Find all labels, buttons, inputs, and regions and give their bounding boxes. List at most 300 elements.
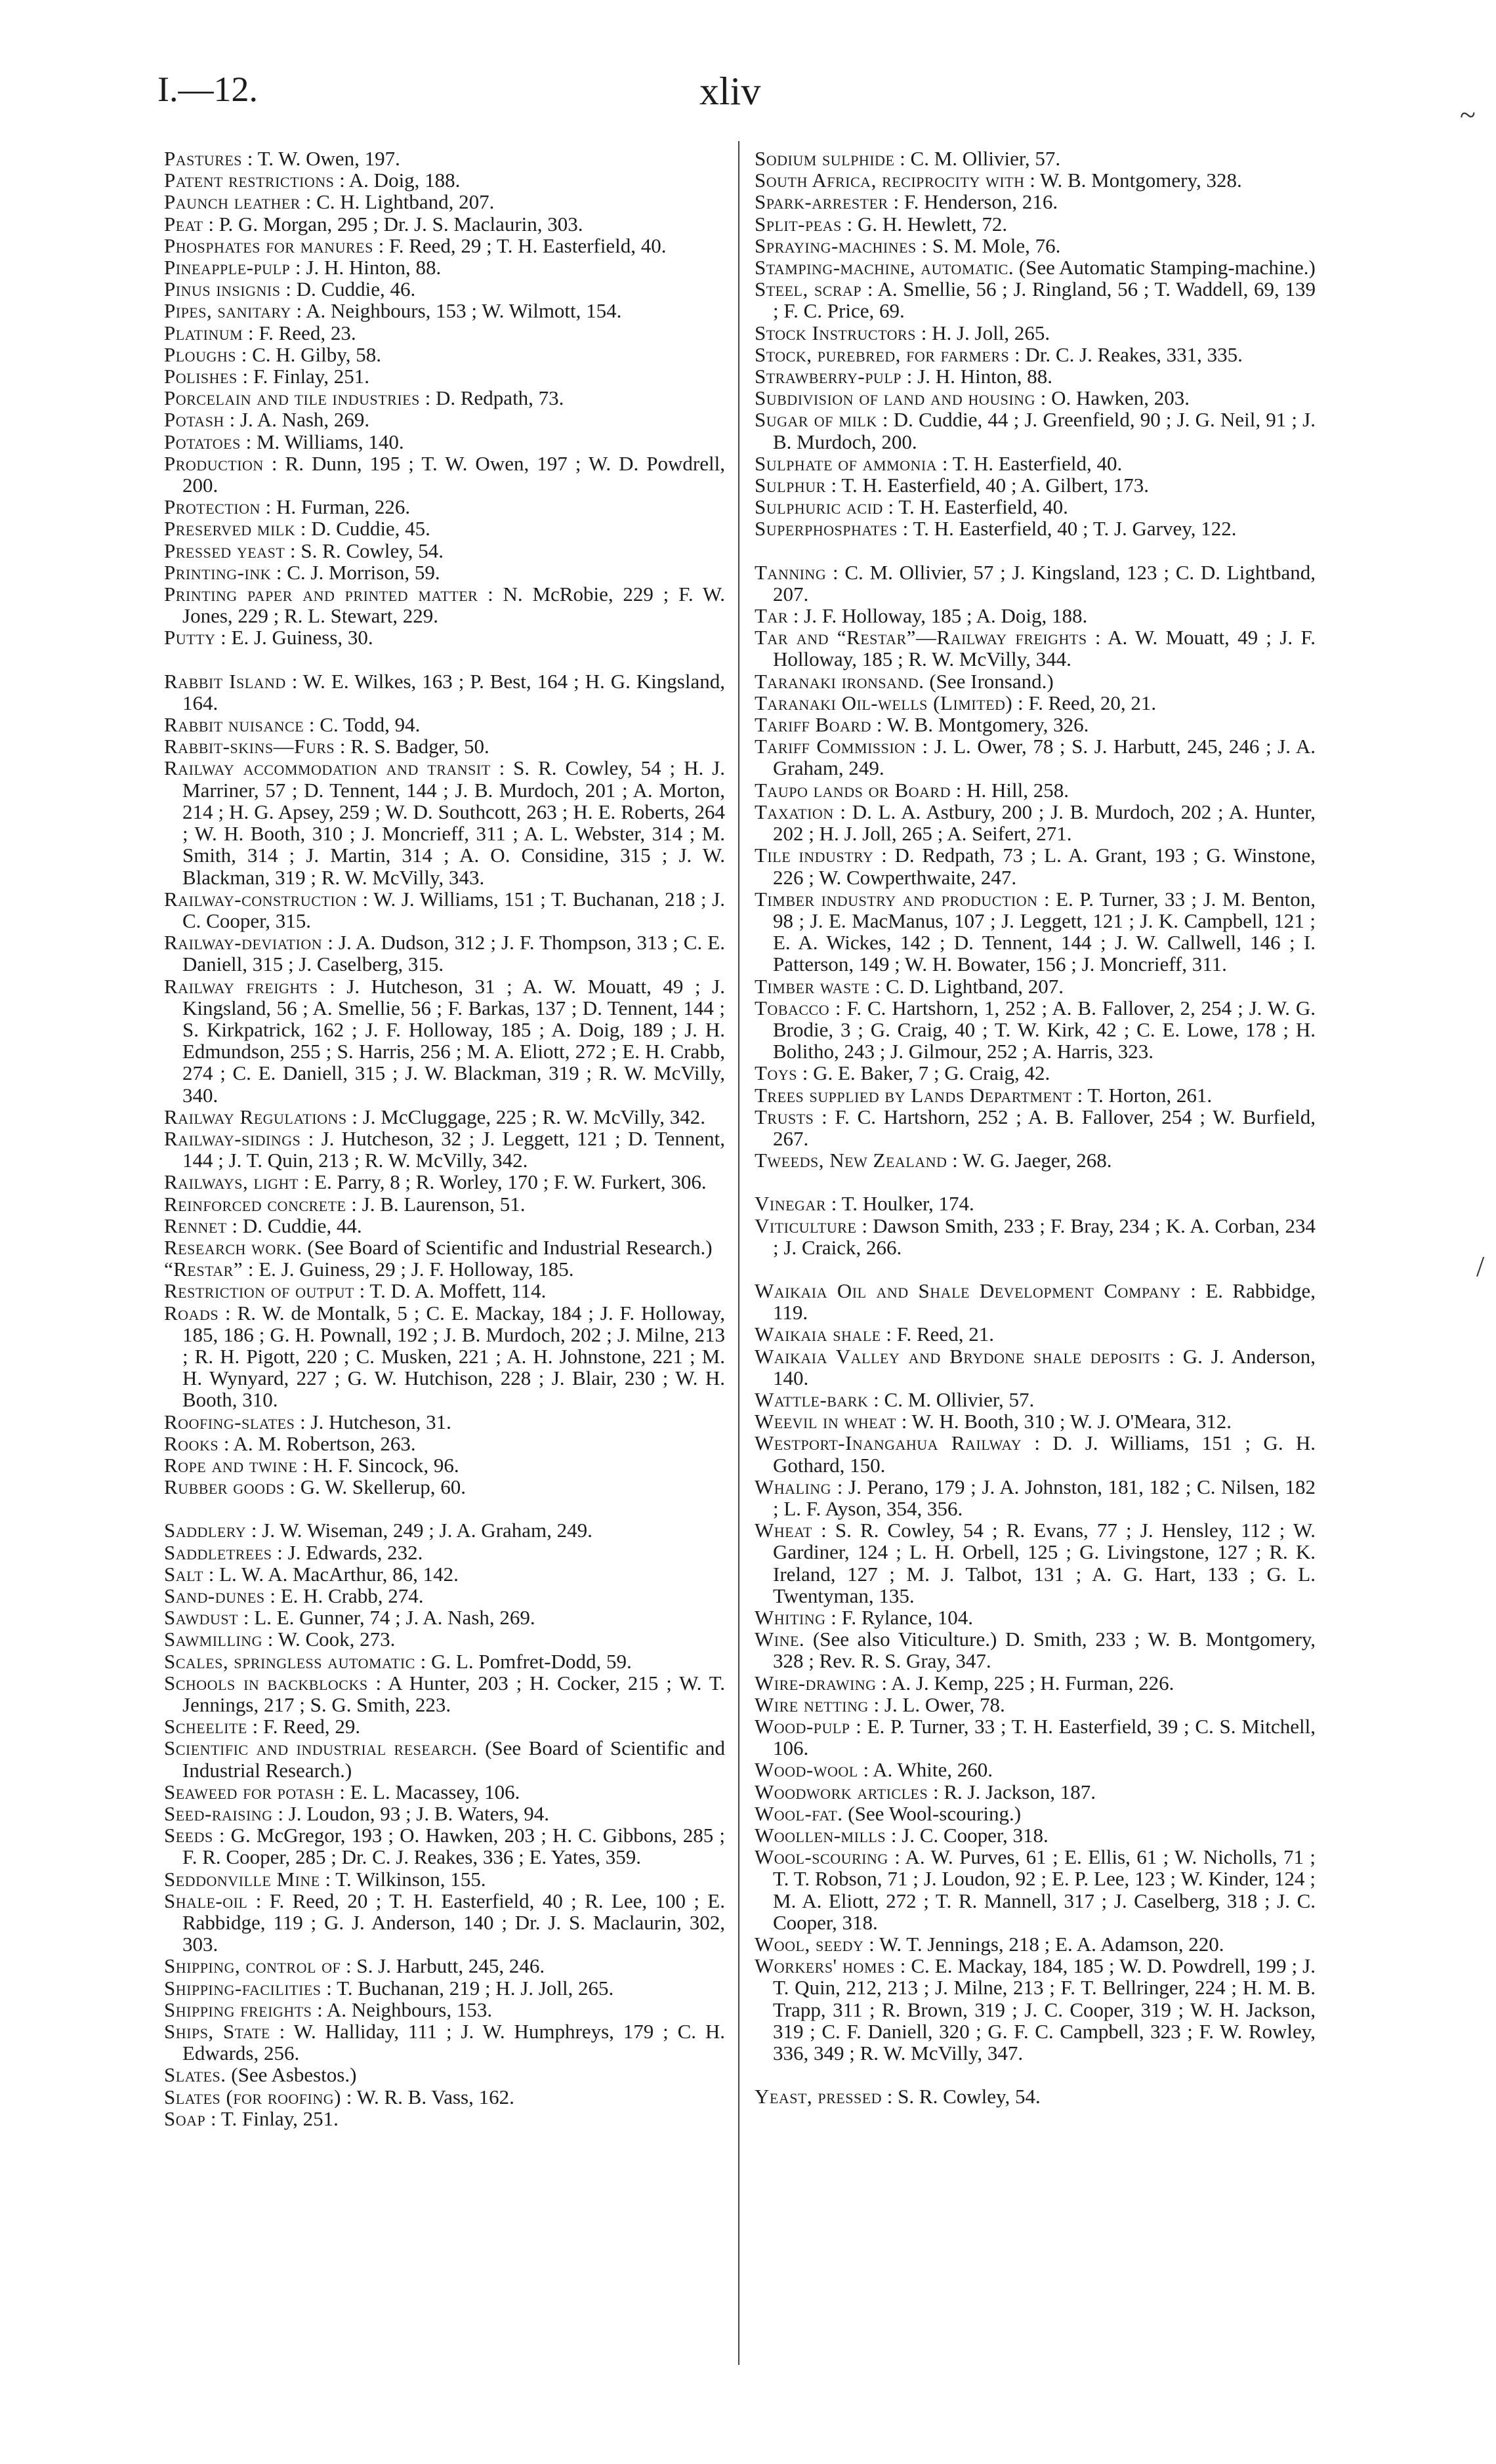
index-entry: Westport-Inangahua Railway : D. J. Williams, 151 ; G. H. Gothard, 150. — [755, 1431, 1316, 1477]
index-references: H. F. Sincock, 96. — [313, 1453, 459, 1477]
index-references: W. B. Montgomery, 328. — [1040, 169, 1242, 192]
index-references: E. J. Guiness, 30. — [231, 626, 373, 649]
index-references: M. Williams, 140. — [256, 430, 404, 453]
index-references: T. D. A. Moffett, 114. — [369, 1279, 547, 1303]
index-term: Printing-ink — [164, 560, 272, 584]
section-gap — [755, 2064, 1316, 2085]
index-entry: Railway-deviation : J. A. Dudson, 312 ; J. F. Thompson, 313 ; C. E. Daniell, 315 ; J. Caselberg, 315. — [164, 931, 725, 976]
index-term: Stock Instructors — [755, 321, 916, 344]
index-term: Taxation — [755, 800, 834, 823]
index-term: Saddlery — [164, 1519, 247, 1542]
index-references: T. Buchanan, 219 ; H. J. Joll, 265. — [337, 1976, 614, 2000]
index-references: W. G. Jaeger, 268. — [962, 1149, 1112, 1172]
index-references: (See Automatic Stamping-machine.) — [1018, 256, 1316, 279]
index-term: Sulphuric acid — [755, 495, 883, 519]
index-term: Rabbit nuisance — [164, 713, 304, 737]
index-references: Dr. C. J. Reakes, 331, 335. — [1025, 342, 1243, 366]
index-term: Seddonville Mine — [164, 1867, 320, 1891]
index-entry: Wool, seedy : W. T. Jennings, 218 ; E. A. Adamson, 220. — [755, 1933, 1224, 1956]
index-references: (See Board of Scientific and Industrial Research.) — [182, 1736, 726, 1782]
index-term: Scales, springless automatic — [164, 1649, 415, 1673]
index-term: Rabbit-skins—Furs — [164, 735, 335, 758]
index-term: Seaweed for potash — [164, 1780, 335, 1803]
index-references: C. M. Ollivier, 57 ; J. Kingsland, 123 ; C. D. Lightband, 207. — [773, 560, 1316, 606]
index-term: Roofing-slates — [164, 1410, 295, 1433]
index-references: T. H. Easterfield, 40. — [952, 451, 1123, 475]
index-term: Protection — [164, 495, 260, 519]
index-term: Shipping, control of — [164, 1954, 341, 1978]
index-references: S. R. Cowley, 54 ; R. Evans, 77 ; J. Hensley, 112 ; W. Gardiner, 124 ; L. H. Orbell, 125 ; G. Livingstone, 127 ; R. K. Ireland, 127 ; M. J. Talbot, 131 ; A. G. Hart, 133 ; G. L. Twentyman, 135. — [773, 1519, 1316, 1607]
index-term: Shipping-facilities — [164, 1976, 322, 2000]
index-entry: Roofing-slates : J. Hutcheson, 31. — [164, 1410, 451, 1433]
index-entry: Tanning : C. M. Ollivier, 57 ; J. Kingsland, 123 ; C. D. Lightband, 207. — [755, 560, 1316, 606]
index-term: Slates. — [164, 2063, 226, 2087]
index-entry: Tweeds, New Zealand : W. G. Jaeger, 268. — [755, 1149, 1112, 1172]
index-entry: Production : R. Dunn, 195 ; T. W. Owen, 197 ; W. D. Powdrell, 200. — [164, 451, 725, 497]
index-term: Potatoes — [164, 430, 241, 453]
index-term: Westport-Inangahua Railway — [755, 1431, 1022, 1455]
section-gap — [164, 1498, 725, 1519]
index-entry: Rabbit-skins—Furs : R. S. Badger, 50. — [164, 735, 489, 758]
index-entry: Slates (for roofing) : W. R. B. Vass, 162. — [164, 2085, 514, 2108]
index-term: Sugar of milk — [755, 408, 877, 432]
index-references: W. H. Booth, 310 ; W. J. O'Meara, 312. — [911, 1410, 1232, 1433]
index-term: Saddletrees — [164, 1540, 272, 1564]
index-references: S. R. Cowley, 54. — [301, 539, 444, 562]
index-references: W. E. Wilkes, 163 ; P. Best, 164 ; H. G. Kingsland, 164. — [182, 669, 725, 714]
index-term: Whiting — [755, 1606, 826, 1629]
index-references: W. J. Williams, 151 ; T. Buchanan, 218 ; J. C. Cooper, 315. — [182, 887, 725, 932]
index-term: Putty — [164, 626, 216, 649]
index-references: R. W. de Montalk, 5 ; C. E. Mackay, 184 ; J. F. Holloway, 185, 186 ; G. H. Pownall, 192 ; J. B. Murdoch, 202 ; J. Milne, 213 ; R. H. Pigott, 220 ; C. Musken, 221 ; A. H. Johnstone, 221 ; M. H. Wynyard, 227 ; G. W. Hutchison, 228 ; J. Blair, 230 ; W. H. Booth, 310. — [182, 1301, 725, 1412]
index-term: Taranaki Oil-wells (Limited) — [755, 691, 1013, 714]
index-term: Sawdust — [164, 1606, 239, 1630]
index-term: Wool, seedy — [755, 1933, 864, 1956]
section-gap — [755, 1258, 1316, 1280]
index-entry: Pinus insignis : D. Cuddie, 46. — [164, 277, 416, 301]
index-entry: Shipping freights : A. Neighbours, 153. — [164, 1998, 493, 2021]
index-term: Potash — [164, 408, 224, 432]
index-term: Pressed yeast — [164, 539, 285, 562]
index-term: Toys — [755, 1061, 797, 1085]
index-term: Platinum — [164, 321, 243, 344]
index-references: W. Halliday, 111 ; J. W. Humphreys, 179 ; C. H. Edwards, 256. — [182, 2020, 726, 2065]
index-entry: Rubber goods : G. W. Skellerup, 60. — [164, 1475, 466, 1499]
index-term: Waikaia Valley and Brydone shale deposits — [755, 1344, 1161, 1368]
index-term: Taupo lands or Board — [755, 778, 951, 802]
index-entry: Pipes, sanitary : A. Neighbours, 153 ; W. Wilmott, 154. — [164, 299, 622, 323]
index-term: Timber industry and production — [755, 887, 1038, 911]
index-references: D. Redpath, 73. — [435, 386, 564, 410]
index-term: Wine. — [755, 1628, 805, 1651]
index-entry: Sodium sulphide : C. M. Ollivier, 57. — [755, 147, 1061, 170]
index-entry: Railways, light : E. Parry, 8 ; R. Worley, 170 ; F. W. Furkert, 306. — [164, 1170, 707, 1194]
index-term: Production — [164, 451, 264, 475]
index-term: Slates (for roofing) — [164, 2085, 341, 2108]
index-references: J. Hutcheson, 31 ; A. W. Mouatt, 49 ; J. Kingsland, 56 ; A. Smellie, 56 ; F. Barkas, 137 ; D. Tennent, 144 ; S. Kirkpatrick, 162 ; J. F. Holloway, 185 ; A. Doig, 189 ; J. H. Edmundson, 255 ; S. Harris, 256 ; M. A. Eliott, 272 ; E. H. Crabb, 274 ; C. E. Daniell, 315 ; J. W. Blackman, 319 ; R. W. McVilly, 340. — [182, 974, 725, 1107]
index-entry: Shale-oil : F. Reed, 20 ; T. H. Easterfield, 40 ; R. Lee, 100 ; E. Rabbidge, 119 ; G. J. Anderson, 140 ; Dr. J. S. Maclaurin, 302, 303. — [164, 1889, 725, 1956]
index-entry: Waikaia Oil and Shale Development Company : E. Rabbidge, 119. — [755, 1279, 1316, 1324]
index-entry: Seeds : G. McGregor, 193 ; O. Hawken, 203 ; H. C. Gibbons, 285 ; F. R. Cooper, 285 ; Dr. C. J. Reakes, 336 ; E. Yates, 359. — [164, 1824, 725, 1869]
index-entry: Stock Instructors : H. J. Joll, 265. — [755, 321, 1050, 344]
index-references: A. Doig, 188. — [348, 169, 461, 192]
index-references: J. L. Ower, 78. — [884, 1693, 1005, 1716]
index-references: D. Cuddie, 46. — [296, 277, 416, 301]
index-references: D. L. A. Astbury, 200 ; J. B. Murdoch, 202 ; A. Hunter, 202 ; H. J. Joll, 265 ; A. Seifert, 271. — [773, 800, 1316, 846]
index-references: R. J. Jackson, 187. — [944, 1780, 1096, 1803]
index-references: A Hunter, 203 ; H. Cocker, 215 ; W. T. Jennings, 217 ; S. G. Smith, 223. — [182, 1671, 726, 1717]
index-entry — [755, 257, 1316, 278]
index-references: F. Finlay, 251. — [253, 365, 370, 388]
index-entry: Wattle-bark : C. M. Ollivier, 57. — [755, 1387, 1035, 1411]
index-references: J. W. Wiseman, 249 ; J. A. Graham, 249. — [262, 1519, 592, 1542]
index-references: J. McCluggage, 225 ; R. W. McVilly, 342. — [362, 1105, 705, 1128]
index-references: T. Wilkinson, 155. — [335, 1867, 486, 1891]
index-term: Preserved milk — [164, 517, 296, 541]
index-entry: Polishes : F. Finlay, 251. — [164, 365, 370, 388]
index-entry: Salt : L. W. A. MacArthur, 86, 142. — [164, 1562, 459, 1586]
index-references: J. Edwards, 232. — [287, 1540, 423, 1564]
document-reference: I.—12. — [157, 70, 258, 109]
index-entry: Wood-pulp : E. P. Turner, 33 ; T. H. Easterfield, 39 ; C. S. Mitchell, 106. — [755, 1715, 1316, 1760]
index-references: F. Rylance, 104. — [841, 1606, 973, 1629]
index-references: (See Asbestos.) — [231, 2063, 357, 2087]
index-entry: Whiting : F. Rylance, 104. — [755, 1606, 973, 1629]
index-term: Restriction of output — [164, 1279, 354, 1303]
index-entry: Spark-arrester : F. Henderson, 216. — [755, 190, 1058, 214]
index-term: Trusts — [755, 1105, 814, 1128]
index-term: Shale-oil — [164, 1889, 248, 1912]
index-term: Pineapple-pulp — [164, 256, 291, 279]
section-gap — [755, 1171, 1316, 1193]
index-entry — [755, 670, 1316, 692]
index-references: S. J. Harbutt, 245, 246. — [356, 1954, 545, 1978]
index-term: Railway Regulations — [164, 1105, 347, 1128]
index-references: G. L. Pomfret-Dodd, 59. — [431, 1649, 632, 1673]
index-entry — [164, 1237, 725, 1258]
index-references: F. Reed, 29. — [262, 1715, 361, 1738]
index-entry: Paunch leather : C. H. Lightband, 207. — [164, 190, 495, 214]
index-references: C. H. Lightband, 207. — [316, 190, 495, 214]
index-term: Soap — [164, 2106, 206, 2130]
index-term: Woodwork articles — [755, 1780, 928, 1803]
index-references: G. J. Anderson, 140. — [773, 1344, 1316, 1389]
index-references: T. H. Easterfield, 40 ; A. Gilbert, 173. — [841, 474, 1149, 497]
index-entry: Railway-construction : W. J. Williams, 151 ; T. Buchanan, 218 ; J. C. Cooper, 315. — [164, 887, 725, 932]
index-entry: Waikaia Valley and Brydone shale deposits : G. J. Anderson, 140. — [755, 1344, 1316, 1389]
index-entry: Seaweed for potash : E. L. Macassey, 106. — [164, 1780, 520, 1803]
index-entry: Pineapple-pulp : J. H. Hinton, 88. — [164, 256, 442, 279]
index-references: (See Ironsand.) — [929, 669, 1054, 693]
margin-mark-bottom: / — [1476, 1250, 1485, 1283]
index-references: Dawson Smith, 233 ; F. Bray, 234 ; K. A. Corban, 234 ; J. Craick, 266. — [773, 1214, 1316, 1259]
index-references: C. H. Gilby, 58. — [252, 342, 382, 366]
index-references: L. E. Gunner, 74 ; J. A. Nash, 269. — [254, 1606, 535, 1630]
index-term: Sand-dunes — [164, 1584, 265, 1607]
index-entry: Scales, springless automatic : G. L. Pomfret-Dodd, 59. — [164, 1649, 632, 1673]
page-number: xliv — [699, 70, 761, 113]
index-term: Wattle-bark — [755, 1387, 869, 1411]
index-references: T. Horton, 261. — [1087, 1083, 1213, 1107]
index-term: Roads — [164, 1301, 219, 1324]
index-entry: Railway Regulations : J. McCluggage, 225 ; R. W. McVilly, 342. — [164, 1105, 705, 1128]
index-entry: Split-peas : G. H. Hewlett, 72. — [755, 212, 1008, 236]
index-term: Railway-construction — [164, 887, 357, 911]
index-term: Salt — [164, 1562, 203, 1586]
index-entry: Phosphates for manures : F. Reed, 29 ; T. H. Easterfield, 40. — [164, 234, 667, 257]
index-entry: Railway freights : J. Hutcheson, 31 ; A. W. Mouatt, 49 ; J. Kingsland, 56 ; A. Smellie, 56 ; F. Barkas, 137 ; D. Tennent, 144 ; S. Kirkpatrick, 162 ; J. F. Holloway, 185 ; A. Doig, 189 ; J. H. Edmundson, 255 ; S. Harris, 256 ; M. A. Eliott, 272 ; E. H. Crabb, 274 ; C. E. Daniell, 315 ; J. W. Blackman, 319 ; R. W. McVilly, 340. — [164, 974, 725, 1107]
index-entry: Pastures : T. W. Owen, 197. — [164, 147, 400, 170]
index-entry: Saddletrees : J. Edwards, 232. — [164, 1540, 423, 1564]
index-entry: Taranaki Oil-wells (Limited) : F. Reed, 20, 21. — [755, 691, 1157, 714]
index-references: E. J. Guiness, 29 ; J. F. Holloway, 185. — [259, 1258, 574, 1281]
index-references: J. C. Cooper, 318. — [902, 1824, 1049, 1847]
section-gap — [755, 540, 1316, 562]
index-entry: Sulphuric acid : T. H. Easterfield, 40. — [755, 495, 1068, 519]
index-term: Tariff Board — [755, 713, 872, 737]
index-term: Wire-drawing — [755, 1671, 877, 1694]
index-entry: Sulphur : T. H. Easterfield, 40 ; A. Gilbert, 173. — [755, 474, 1149, 497]
index-entry: Tile industry : D. Redpath, 73 ; L. A. Grant, 193 ; G. Winstone, 226 ; W. Cowperthwaite, 247. — [755, 844, 1316, 889]
index-entry — [164, 1737, 725, 1780]
index-references: J. A. Dudson, 312 ; J. F. Thompson, 313 ; C. E. Daniell, 315 ; J. Caselberg, 315. — [182, 931, 725, 976]
index-references: D. Cuddie, 44. — [242, 1214, 362, 1237]
index-references: G. W. Skellerup, 60. — [300, 1475, 466, 1499]
index-term: Railways, light — [164, 1170, 299, 1194]
index-term: Strawberry-pulp — [755, 365, 902, 388]
index-references: D. J. Williams, 151 ; G. H. Gothard, 150. — [773, 1431, 1316, 1477]
index-term: Tobacco — [755, 996, 830, 1019]
index-entry: Wool-scouring : A. W. Purves, 61 ; E. Ellis, 61 ; W. Nicholls, 71 ; T. T. Robson, 71 ; J. Loudon, 92 ; E. P. Lee, 123 ; W. Kinder, 124 ; M. A. Eliott, 272 ; T. R. Mannell, 317 ; J. Caselberg, 318 ; J. C. Cooper, 318. — [755, 1845, 1316, 1934]
index-references: F. Reed, 23. — [259, 321, 356, 344]
index-term: “Restar” — [164, 1258, 243, 1281]
index-references: D. Cuddie, 45. — [311, 517, 430, 541]
index-references: G. McGregor, 193 ; O. Hawken, 203 ; H. C. Gibbons, 285 ; F. R. Cooper, 285 ; Dr. C. J. Reakes, 336 ; E. Yates, 359. — [182, 1824, 725, 1869]
index-references: H. J. Joll, 265. — [932, 321, 1050, 344]
index-entry: Sulphate of ammonia : T. H. Easterfield, 40. — [755, 451, 1123, 475]
index-term: Phosphates for manures — [164, 234, 373, 257]
index-term: Taranaki ironsand. — [755, 669, 925, 693]
index-term: Scientific and industrial research. — [164, 1736, 478, 1760]
index-entry: Seddonville Mine : T. Wilkinson, 155. — [164, 1867, 486, 1891]
index-term: Rope and twine — [164, 1453, 298, 1477]
index-entry: Wood-wool : A. White, 260. — [755, 1758, 993, 1782]
index-entry: Steel, scrap : A. Smellie, 56 ; J. Ringland, 56 ; T. Waddell, 69, 139 ; F. C. Price, 69. — [755, 277, 1316, 323]
index-entry: Printing-ink : C. J. Morrison, 59. — [164, 560, 440, 584]
index-term: Subdivision of land and housing — [755, 386, 1035, 410]
index-entry: Stock, purebred, for farmers : Dr. C. J. Reakes, 331, 335. — [755, 342, 1243, 366]
index-entry: Workers' homes : C. E. Mackay, 184, 185 ; W. D. Powdrell, 199 ; J. T. Quin, 212, 213 ; J. Milne, 213 ; F. T. Bellringer, 224 ; H. M. B. Trapp, 311 ; R. Brown, 319 ; J. C. Cooper, 319 ; W. H. Jackson, 319 ; C. F. Daniell, 320 ; G. F. C. Campbell, 323 ; F. W. Rowley, 336, 349 ; R. W. McVilly, 347. — [755, 1954, 1316, 2065]
index-entry: Shipping, control of : S. J. Harbutt, 245, 246. — [164, 1954, 545, 1978]
index-term: Timber waste — [755, 974, 870, 998]
index-references: E. Rabbidge, 119. — [773, 1279, 1316, 1324]
index-entry: Superphosphates : T. H. Easterfield, 40 ; T. J. Garvey, 122. — [755, 517, 1237, 541]
index-entry: Taupo lands or Board : H. Hill, 258. — [755, 778, 1069, 802]
index-entry: Reinforced concrete : J. B. Laurenson, 51. — [164, 1192, 526, 1216]
index-entry: Sugar of milk : D. Cuddie, 44 ; J. Greenfield, 90 ; J. G. Neil, 91 ; J. B. Murdoch, 200. — [755, 408, 1316, 453]
index-term: Superphosphates — [755, 517, 898, 541]
index-term: Wool-fat. — [755, 1801, 843, 1825]
index-term: Wheat — [755, 1519, 812, 1542]
index-references: F. C. Hartshorn, 252 ; A. B. Fallover, 254 ; W. Burfield, 267. — [773, 1105, 1316, 1150]
index-term: Weevil in wheat — [755, 1410, 896, 1433]
index-references: O. Hawken, 203. — [1051, 386, 1190, 410]
index-references: J. Loudon, 93 ; J. B. Waters, 94. — [288, 1802, 550, 1826]
index-term: Sulphate of ammonia — [755, 451, 938, 475]
index-term: Stamping-machine, automatic. — [755, 256, 1014, 279]
page-header — [0, 69, 1496, 128]
index-entry: Timber waste : C. D. Lightband, 207. — [755, 974, 1064, 998]
index-term: Shipping freights — [164, 1998, 312, 2021]
index-entry: Protection : H. Furman, 226. — [164, 495, 411, 519]
index-references: W. B. Montgomery, 326. — [886, 713, 1089, 737]
index-references: E. P. Turner, 33 ; J. M. Benton, 98 ; J. E. MacManus, 107 ; J. Leggett, 121 ; J. K. Campbell, 121 ; E. A. Wickes, 142 ; D. Tennent, 144 ; J. W. Callwell, 146 ; I. Patterson, 149 ; W. H. Bowater, 156 ; J. Moncrieff, 311. — [773, 887, 1316, 976]
index-entry: Rabbit nuisance : C. Todd, 94. — [164, 713, 421, 737]
index-references: J. H. Hinton, 88. — [917, 365, 1052, 388]
index-term: Rooks — [164, 1431, 219, 1455]
index-entry: Toys : G. E. Baker, 7 ; G. Craig, 42. — [755, 1061, 1050, 1085]
index-entry: Whaling : J. Perano, 179 ; J. A. Johnston, 181, 182 ; C. Nilsen, 182 ; L. F. Ayson, 354, 356. — [755, 1475, 1316, 1520]
index-references: E. Parry, 8 ; R. Worley, 170 ; F. W. Furkert, 306. — [314, 1170, 707, 1194]
index-references: (See Wool-scouring.) — [848, 1801, 1022, 1825]
index-term: Paunch leather — [164, 190, 301, 214]
index-entry: Patent restrictions : A. Doig, 188. — [164, 169, 461, 192]
index-entry: Wheat : S. R. Cowley, 54 ; R. Evans, 77 ; J. Hensley, 112 ; W. Gardiner, 124 ; L. H. Orbell, 125 ; G. Livingstone, 127 ; R. K. Ireland, 127 ; M. J. Talbot, 131 ; A. G. Hart, 133 ; G. L. Twentyman, 135. — [755, 1519, 1316, 1607]
index-references: D. Cuddie, 44 ; J. Greenfield, 90 ; J. G. Neil, 91 ; J. B. Murdoch, 200. — [773, 408, 1316, 453]
index-entry: Subdivision of land and housing : O. Hawken, 203. — [755, 386, 1190, 410]
index-entry: Sawdust : L. E. Gunner, 74 ; J. A. Nash, 269. — [164, 1606, 535, 1630]
index-entry: Ships, State : W. Halliday, 111 ; J. W. Humphreys, 179 ; C. H. Edwards, 256. — [164, 2020, 726, 2065]
index-term: Yeast, pressed — [755, 2085, 883, 2108]
index-term: Rubber goods — [164, 1475, 285, 1499]
index-term: Reinforced concrete — [164, 1192, 346, 1216]
index-references: J. B. Laurenson, 51. — [362, 1192, 526, 1216]
index-entry: Printing paper and printed matter : N. McRobie, 229 ; F. W. Jones, 229 ; R. L. Stewart, 229. — [164, 583, 725, 628]
index-term: Wool-scouring — [755, 1845, 888, 1869]
index-references: S. R. Cowley, 54. — [898, 2085, 1041, 2108]
index-references: G. H. Hewlett, 72. — [857, 212, 1008, 236]
index-term: South Africa, reciprocity with — [755, 169, 1025, 192]
index-entry: Spraying-machines : S. M. Mole, 76. — [755, 234, 1061, 257]
index-references: T. H. Easterfield, 40 ; T. J. Garvey, 122. — [913, 517, 1237, 541]
index-entry: Weevil in wheat : W. H. Booth, 310 ; W. J. O'Meara, 312. — [755, 1410, 1232, 1433]
index-term: Seeds — [164, 1824, 213, 1847]
index-term: Viticulture — [755, 1214, 857, 1237]
index-term: Rennet — [164, 1214, 227, 1237]
index-entry: Potash : J. A. Nash, 269. — [164, 408, 370, 432]
index-references: F. C. Hartshorn, 1, 252 ; A. B. Fallover, 2, 254 ; J. W. G. Brodie, 3 ; G. Craig, 40 ; T. W. Kirk, 42 ; C. E. Lowe, 178 ; H. Bolitho, 243 ; J. Gilmour, 252 ; A. Harris, 323. — [773, 996, 1316, 1063]
index-entry: Tar and “Restar”—Railway freights : A. W. Mouatt, 49 ; J. F. Holloway, 185 ; R. W. McVilly, 344. — [755, 626, 1316, 671]
index-references: T. W. Owen, 197. — [257, 147, 400, 170]
index-term: Railway accommodation and transit — [164, 756, 491, 780]
index-entry: Woodwork articles : R. J. Jackson, 187. — [755, 1780, 1096, 1803]
index-entry: Shipping-facilities : T. Buchanan, 219 ; H. J. Joll, 265. — [164, 1976, 614, 2000]
index-entry: South Africa, reciprocity with : W. B. Montgomery, 328. — [755, 169, 1242, 192]
index-term: Spark-arrester — [755, 190, 888, 214]
index-term: Railway-deviation — [164, 931, 323, 955]
index-references: T. Finlay, 251. — [220, 2106, 339, 2130]
index-references: S. R. Cowley, 54 ; H. J. Marriner, 57 ; D. Tennent, 144 ; J. B. Murdoch, 201 ; A. Morton, 214 ; H. G. Apsey, 259 ; W. D. Southcott, 263 ; H. E. Roberts, 264 ; W. H. Booth, 310 ; J. Moncrieff, 311 ; A. L. Webster, 314 ; M. Smith, 314 ; J. Martin, 314 ; A. O. Considine, 315 ; J. W. Blackman, 319 ; R. W. McVilly, 343. — [182, 756, 725, 889]
index-entry: Sawmilling : W. Cook, 273. — [164, 1628, 396, 1651]
index-references: W. R. B. Vass, 162. — [356, 2085, 514, 2108]
index-references: F. Reed, 29 ; T. H. Easterfield, 40. — [388, 234, 667, 257]
margin-mark-top: ~ — [1460, 99, 1476, 131]
index-term: Tariff Commission — [755, 735, 916, 758]
index-term: Waikaia Oil and Shale Development Company — [755, 1279, 1181, 1302]
index-term: Wood-pulp — [755, 1715, 850, 1738]
index-references: C. Todd, 94. — [320, 713, 421, 737]
index-term: Sodium sulphide — [755, 147, 895, 170]
index-entry: Preserved milk : D. Cuddie, 45. — [164, 517, 430, 541]
index-references: (See Board of Scientific and Industrial Research.) — [307, 1235, 713, 1259]
index-entry: Rennet : D. Cuddie, 44. — [164, 1214, 362, 1237]
index-entry: Vinegar : T. Houlker, 174. — [755, 1192, 974, 1216]
index-entry: Roads : R. W. de Montalk, 5 ; C. E. Mackay, 184 ; J. F. Holloway, 185, 186 ; G. H. Pownall, 192 ; J. B. Murdoch, 202 ; J. Milne, 213 ; R. H. Pigott, 220 ; C. Musken, 221 ; A. H. Johnstone, 221 ; M. H. Wynyard, 227 ; G. W. Hutchison, 228 ; J. Blair, 230 ; W. H. Booth, 310. — [164, 1301, 725, 1412]
index-references: E. P. Turner, 33 ; T. H. Easterfield, 39 ; C. S. Mitchell, 106. — [773, 1715, 1316, 1760]
index-term: Vinegar — [755, 1192, 826, 1216]
index-references: W. Cook, 273. — [278, 1628, 396, 1651]
index-entry: Peat : P. G. Morgan, 295 ; Dr. J. S. Maclaurin, 303. — [164, 212, 583, 236]
index-references: D. Redpath, 73 ; L. A. Grant, 193 ; G. Winstone, 226 ; W. Cowperthwaite, 247. — [773, 844, 1316, 889]
index-references: A. W. Purves, 61 ; E. Ellis, 61 ; W. Nicholls, 71 ; T. T. Robson, 71 ; J. Loudon, 92 ; E. P. Lee, 123 ; W. Kinder, 124 ; M. A. Eliott, 272 ; T. R. Mannell, 317 ; J. Caselberg, 318 ; J. C. Cooper, 318. — [773, 1845, 1316, 1934]
index-entry: Waikaia shale : F. Reed, 21. — [755, 1323, 994, 1346]
index-entry: Tar : J. F. Holloway, 185 ; A. Doig, 188. — [755, 604, 1088, 628]
index-term: Waikaia shale — [755, 1323, 881, 1346]
index-entry: Railway accommodation and transit : S. R. Cowley, 54 ; H. J. Marriner, 57 ; D. Tennent, 144 ; J. B. Murdoch, 201 ; A. Morton, 214 ; H. G. Apsey, 259 ; W. D. Southcott, 263 ; H. E. Roberts, 264 ; W. H. Booth, 310 ; J. Moncrieff, 311 ; A. L. Webster, 314 ; M. Smith, 314 ; J. Martin, 314 ; A. O. Considine, 315 ; J. W. Blackman, 319 ; R. W. McVilly, 343. — [164, 756, 725, 889]
index-entry: Railway-sidings : J. Hutcheson, 32 ; J. Leggett, 121 ; D. Tennent, 144 ; J. T. Quin, 213 ; R. W. McVilly, 342. — [164, 1126, 725, 1172]
index-entry: Yeast, pressed : S. R. Cowley, 54. — [755, 2085, 1041, 2108]
index-term: Wire netting — [755, 1693, 869, 1716]
index-references: T. H. Easterfield, 40. — [898, 495, 1068, 519]
section-gap — [164, 649, 725, 670]
index-references: C. M. Ollivier, 57. — [910, 147, 1061, 170]
index-entry: Soap : T. Finlay, 251. — [164, 2106, 339, 2130]
index-column-right — [755, 148, 1316, 2107]
index-term: Scheelite — [164, 1715, 247, 1738]
index-references: C. D. Lightband, 207. — [885, 974, 1064, 998]
index-references: J. L. Ower, 78 ; S. J. Harbutt, 245, 246 ; J. A. Graham, 249. — [773, 735, 1316, 780]
index-entry: Putty : E. J. Guiness, 30. — [164, 626, 373, 649]
index-entry: Timber industry and production : E. P. Turner, 33 ; J. M. Benton, 98 ; J. E. MacManus, 107 ; J. Leggett, 121 ; J. K. Campbell, 121 ; E. A. Wickes, 142 ; D. Tennent, 144 ; J. W. Callwell, 146 ; I. Patterson, 149 ; W. H. Bowater, 156 ; J. Moncrieff, 311. — [755, 887, 1316, 976]
index-references: T. Houlker, 174. — [841, 1192, 974, 1216]
index-references: E. H. Crabb, 274. — [280, 1584, 424, 1607]
index-entry: Tariff Board : W. B. Montgomery, 326. — [755, 713, 1089, 737]
index-references: R. Dunn, 195 ; T. W. Owen, 197 ; W. D. Powdrell, 200. — [182, 451, 725, 497]
index-references: F. Henderson, 216. — [904, 190, 1058, 214]
index-entry: Sand-dunes : E. H. Crabb, 274. — [164, 1584, 424, 1607]
index-entry: Restriction of output : T. D. A. Moffett, 114. — [164, 1279, 547, 1303]
index-references: J. Hutcheson, 32 ; J. Leggett, 121 ; D. Tennent, 144 ; J. T. Quin, 213 ; R. W. McVilly, 342. — [182, 1126, 725, 1172]
index-references: C. J. Morrison, 59. — [287, 560, 440, 584]
index-references: A. Neighbours, 153. — [326, 1998, 493, 2021]
index-term: Railway-sidings — [164, 1126, 301, 1150]
index-term: Tar and “Restar”—Railway freights — [755, 626, 1087, 649]
index-references: J. F. Holloway, 185 ; A. Doig, 188. — [804, 604, 1088, 628]
index-references: F. Reed, 21. — [896, 1323, 994, 1346]
index-entry: Wire netting : J. L. Ower, 78. — [755, 1693, 1005, 1716]
index-term: Rabbit Island — [164, 669, 286, 693]
index-entry: Woollen-mills : J. C. Cooper, 318. — [755, 1824, 1049, 1847]
index-term: Whaling — [755, 1475, 832, 1498]
index-term: Schools in backblocks — [164, 1671, 368, 1694]
index-references: A. White, 260. — [873, 1758, 993, 1782]
index-entry: Tariff Commission : J. L. Ower, 78 ; S. J. Harbutt, 245, 246 ; J. A. Graham, 249. — [755, 735, 1316, 780]
index-references: J. Perano, 179 ; J. A. Johnston, 181, 182 ; C. Nilsen, 182 ; L. F. Ayson, 354, 356. — [773, 1475, 1316, 1520]
index-entry: Rabbit Island : W. E. Wilkes, 163 ; P. Best, 164 ; H. G. Kingsland, 164. — [164, 669, 725, 714]
index-term: Research work. — [164, 1235, 302, 1259]
index-term: Sulphur — [755, 474, 826, 497]
index-references: A. W. Mouatt, 49 ; J. F. Holloway, 185 ; R. W. McVilly, 344. — [773, 626, 1316, 671]
